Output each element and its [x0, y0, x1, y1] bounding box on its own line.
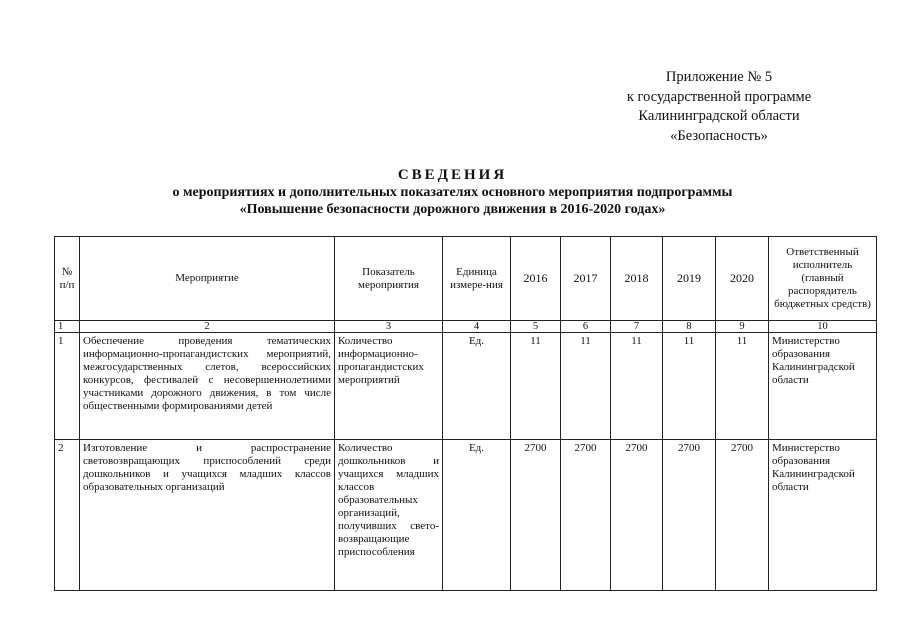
row-indicator: Количество информационно-пропагандистских мероприятий	[335, 333, 443, 440]
header-2016: 2016	[511, 237, 561, 321]
header-2017: 2017	[561, 237, 611, 321]
row-2016: 2700	[511, 440, 561, 591]
row-2018: 2700	[611, 440, 663, 591]
row-2019: 11	[663, 333, 716, 440]
row-2016: 11	[511, 333, 561, 440]
appendix-block	[589, 68, 849, 146]
row-2017: 2700	[561, 440, 611, 591]
row-executor: Министерство образования Калининградской области	[769, 440, 877, 591]
row-event: Обеспечение проведения тематических информационно-пропагандистских мероприятий, межгосударственных слетов, всероссийских конкурсов, фестивалей с несовершеннолетними участниками дорожного движения, в том числе общественными формированиями детей	[80, 333, 335, 440]
row-executor: Министерство образования Калининградской области	[769, 333, 877, 440]
header-unit: Единица измере-ния	[443, 237, 511, 321]
row-2017: 11	[561, 333, 611, 440]
table-header-row	[55, 237, 877, 321]
row-2020: 11	[716, 333, 769, 440]
col-number-7: 7	[611, 321, 663, 333]
row-2019: 2700	[663, 440, 716, 591]
row-unit: Ед.	[443, 333, 511, 440]
table-row	[55, 440, 877, 591]
col-number-6: 6	[561, 321, 611, 333]
heading-title: СВЕДЕНИЯ	[397, 167, 508, 183]
appendix-line-1: Приложение № 5	[665, 69, 773, 85]
document-heading	[0, 165, 905, 218]
appendix-line-4: «Безопасность»	[670, 127, 768, 144]
header-indicator: Показатель мероприятия	[335, 237, 443, 321]
col-number-2: 2	[80, 321, 335, 333]
row-num: 1	[55, 333, 80, 440]
row-num: 2	[55, 440, 80, 591]
events-table	[54, 236, 877, 591]
header-2019: 2019	[663, 237, 716, 321]
header-num: № п/п	[55, 237, 80, 321]
table-row	[55, 333, 877, 440]
col-number-3: 3	[335, 321, 443, 333]
header-2020: 2020	[716, 237, 769, 321]
heading-subtitle-2: «Повышение безопасности дорожного движения в 2016-2020 годах»	[239, 201, 666, 217]
col-number-1: 1	[55, 321, 80, 333]
row-event: Изготовление и распространение световозвращающих приспособлений среди дошкольников и учащихся младших классов образовательных организаций	[80, 440, 335, 591]
col-number-5: 5	[511, 321, 561, 333]
row-2018: 11	[611, 333, 663, 440]
row-indicator: Количество дошкольников и учащихся младших классов образовательных организаций, получивших свето-возвращающие приспособления	[335, 440, 443, 591]
column-number-row	[55, 321, 877, 333]
col-number-8: 8	[663, 321, 716, 333]
header-event: Мероприятие	[80, 237, 335, 321]
row-2020: 2700	[716, 440, 769, 591]
heading-subtitle-1: о мероприятиях и дополнительных показателях основного мероприятия подпрограммы	[172, 185, 733, 200]
col-number-9: 9	[716, 321, 769, 333]
col-number-10: 10	[769, 321, 877, 333]
col-number-4: 4	[443, 321, 511, 333]
header-2018: 2018	[611, 237, 663, 321]
appendix-line-3: Калининградской области	[638, 108, 800, 124]
header-executor: Ответственный исполнитель (главный распорядитель бюджетных средств)	[769, 237, 877, 321]
row-unit: Ед.	[443, 440, 511, 591]
appendix-line-2: к государственной программе	[626, 88, 812, 105]
